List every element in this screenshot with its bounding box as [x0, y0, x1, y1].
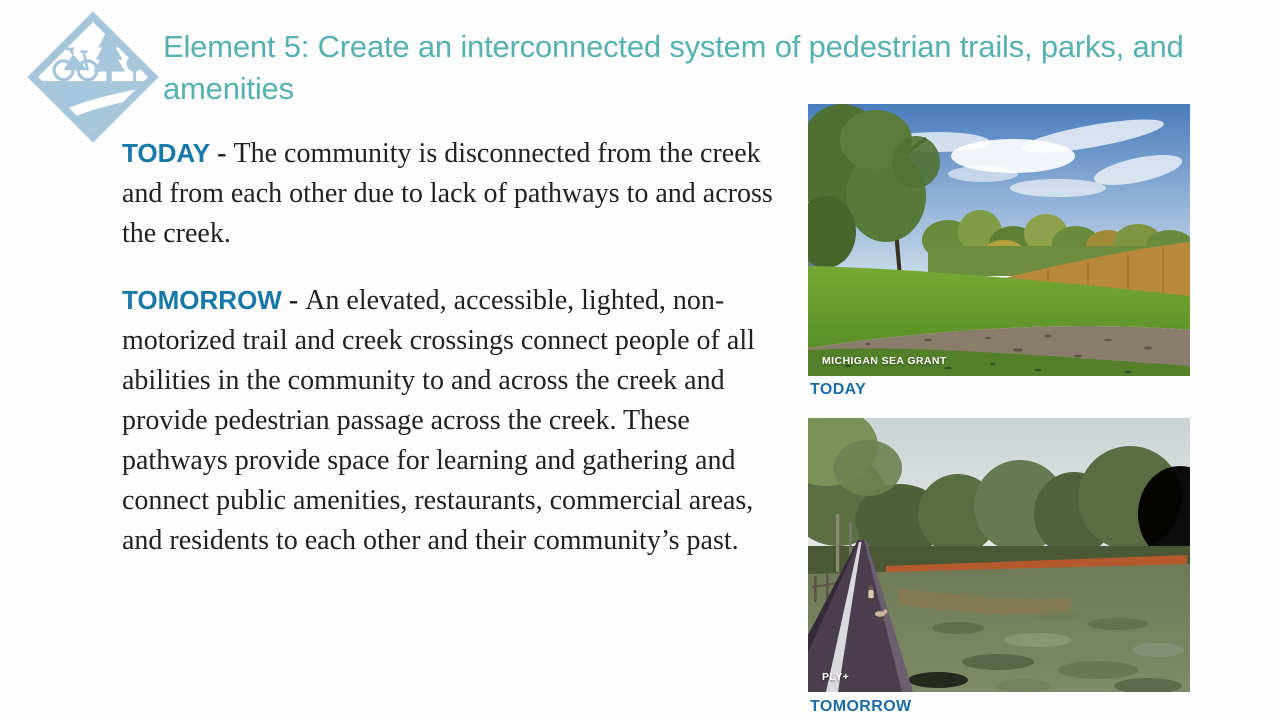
today-separator: -	[210, 138, 234, 169]
today-photo-credit: MICHIGAN SEA GRANT	[822, 355, 947, 367]
page-title: Element 5: Create an interconnected system of pedestrian trails, parks, and amenities	[163, 29, 1184, 106]
tomorrow-caption: TOMORROW	[810, 698, 912, 715]
tomorrow-photo-credit: PLY+	[822, 671, 850, 683]
paragraph-tomorrow	[122, 280, 780, 561]
today-paragraph-text: The community is disconnected from the creek and from each other due to lack of pathways to and across the creek.	[122, 138, 773, 249]
logo-graphic	[26, 10, 160, 144]
tomorrow-separator: -	[281, 285, 306, 316]
today-photo	[808, 104, 1190, 376]
body-text	[122, 133, 780, 587]
today-inline-label: TODAY	[122, 138, 211, 168]
today-caption: TODAY	[810, 381, 867, 398]
tomorrow-photo	[808, 418, 1190, 692]
tomorrow-inline-label: TOMORROW	[122, 285, 282, 315]
parks-trails-logo	[26, 10, 160, 138]
tomorrow-photo-scene	[808, 418, 1190, 692]
paragraph-today	[122, 133, 780, 254]
tomorrow-paragraph-text: An elevated, accessible, lighted, non-motorized trail and creek crossings connect people of all abilities in the community to and across the creek and provide pedestrian passage across the creek. These pathways provide space for learning and gathering and connect public amenities, restaurants, commercial areas, and residents to each other and their community’s past.	[122, 285, 755, 556]
today-photo-scene	[808, 104, 1190, 376]
